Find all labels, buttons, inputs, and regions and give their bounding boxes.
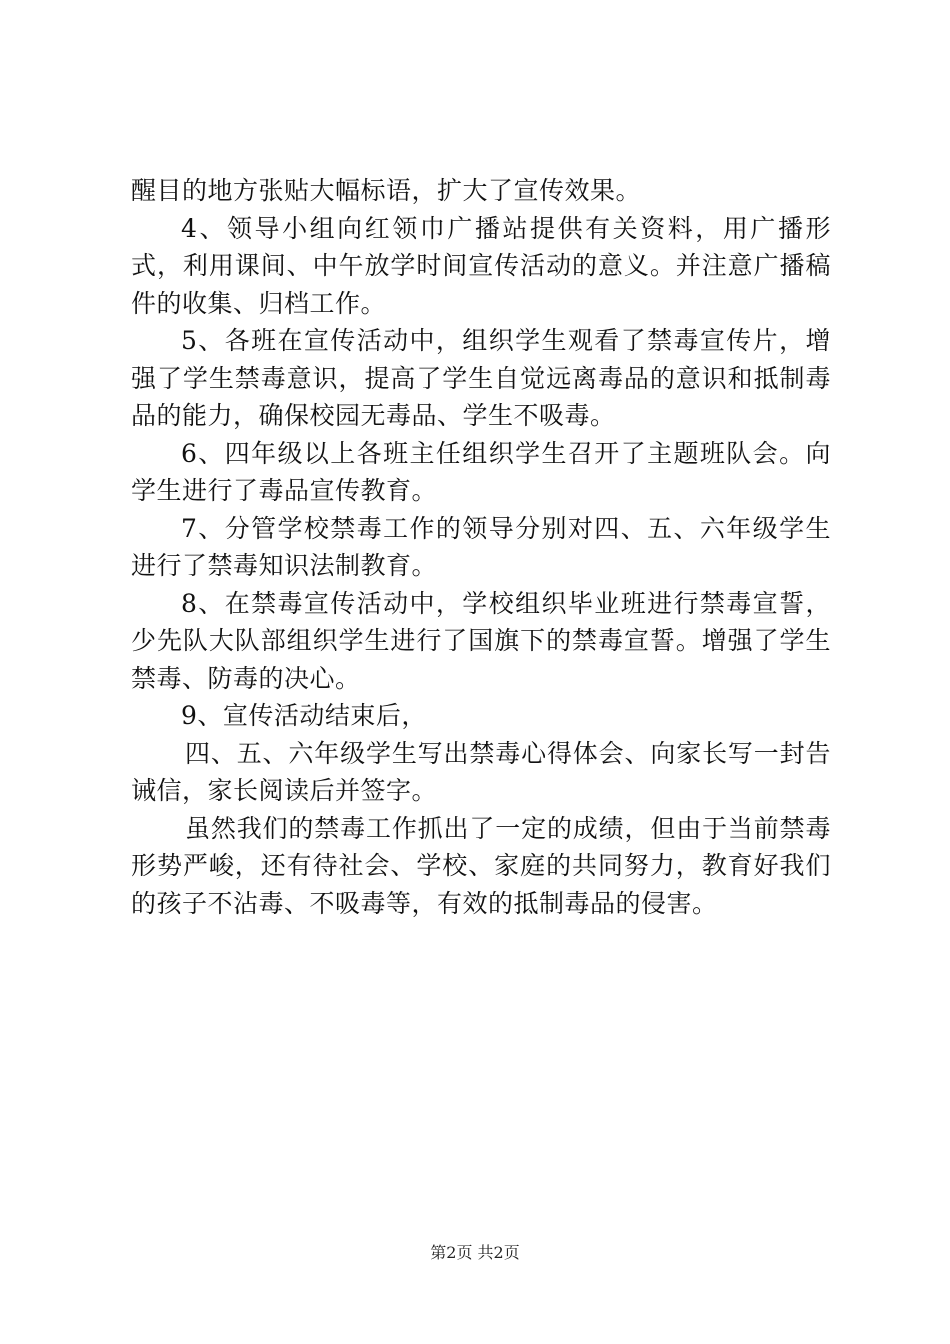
paragraph-item-4: 4、领导小组向红领巾广播站提供有关资料，用广播形式，利用课间、中午放学时间宣传活动的意义。并注意广播稿件的收集、归档工作。 bbox=[131, 213, 831, 318]
paragraph-item-6: 6、四年级以上各班主任组织学生召开了主题班队会。向学生进行了毒品宣传教育。 bbox=[131, 438, 831, 505]
paragraph-item-9-detail: 四、五、六年级学生写出禁毒心得体会、向家长写一封告诫信，家长阅读后并签字。 bbox=[131, 738, 831, 805]
paragraph-conclusion: 虽然我们的禁毒工作抓出了一定的成绩，但由于当前禁毒形势严峻，还有待社会、学校、家庭的共同努力，教育好我们的孩子不沾毒、不吸毒等，有效的抵制毒品的侵害。 bbox=[131, 813, 831, 918]
page-number-footer: 第2页 共2页 bbox=[430, 1243, 520, 1262]
paragraph-item-9: 9、宣传活动结束后， bbox=[181, 701, 427, 730]
paragraph-item-5: 5、各班在宣传活动中，组织学生观看了禁毒宣传片，增强了学生禁毒意识，提高了学生自觉远离毒品的意识和抵制毒品的能力，确保校园无毒品、学生不吸毒。 bbox=[131, 326, 831, 430]
paragraph-item-8: 8、在禁毒宣传活动中，学校组织毕业班进行禁毒宣誓，少先队大队部组织学生进行了国旗下的禁毒宣誓。增强了学生禁毒、防毒的决心。 bbox=[131, 588, 831, 693]
paragraph-item-7: 7、分管学校禁毒工作的领导分别对四、五、六年级学生进行了禁毒知识法制教育。 bbox=[131, 513, 831, 580]
paragraph-continuation: 醒目的地方张贴大幅标语，扩大了宣传效果。 bbox=[131, 176, 642, 205]
document-body bbox=[131, 172, 831, 922]
